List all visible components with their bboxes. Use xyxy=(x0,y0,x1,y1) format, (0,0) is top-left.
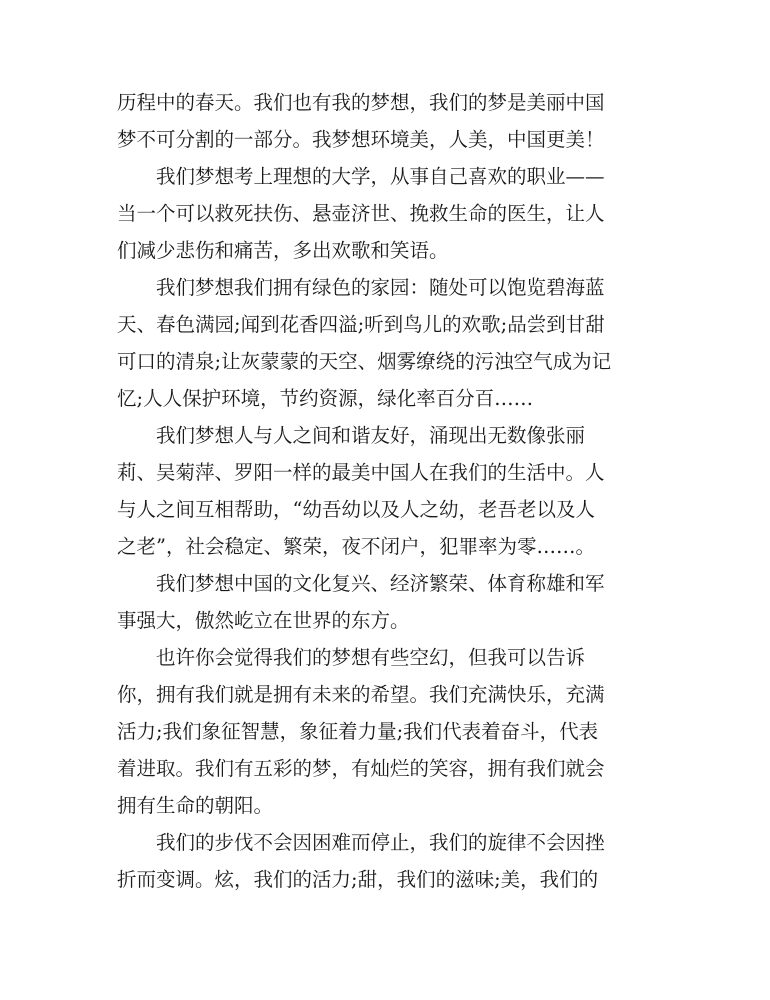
text-line: 可口的清泉;让灰蒙蒙的天空、烟雾缭绕的污浊空气成为记 xyxy=(117,350,612,373)
text-line: 天、春色满园;闻到花香四溢;听到鸟儿的欢歌;品尝到甘甜 xyxy=(117,313,605,336)
text-line: 拥有生命的朝阳。 xyxy=(117,794,274,817)
text-line: 也许你会觉得我们的梦想有些空幻，但我可以告诉 xyxy=(156,646,586,669)
text-line: 与人之间互相帮助，“幼吾幼以及人之幼，老吾老以及人 xyxy=(117,498,595,521)
text-line: 我们梦想考上理想的大学，从事自己喜欢的职业—— xyxy=(156,165,605,188)
text-line: 当一个可以救死扶伤、悬壶济世、挽救生命的医生，让人 xyxy=(117,202,605,225)
text-line: 们减少悲伤和痛苦，多出欢歌和笑语。 xyxy=(117,239,449,262)
text-line: 忆;人人保护环境，节约资源，绿化率百分百…… xyxy=(117,387,534,410)
text-line: 莉、吴菊萍、罗阳一样的最美中国人在我们的生活中。人 xyxy=(117,461,605,484)
text-line: 我们梦想人与人之间和谐友好，涌现出无数像张丽 xyxy=(156,424,586,447)
text-line: 我们的步伐不会因困难而停止，我们的旋律不会因挫 xyxy=(156,831,605,854)
text-line: 历程中的春天。我们也有我的梦想，我们的梦是美丽中国 xyxy=(117,91,605,114)
document-body xyxy=(117,84,657,898)
text-line: 我们梦想中国的文化复兴、经济繁荣、体育称雄和军 xyxy=(156,572,605,595)
text-line: 活力;我们象征智慧，象征着力量;我们代表着奋斗，代表 xyxy=(117,720,599,743)
text-line: 折而变调。炫，我们的活力;甜，我们的滋味;美，我们的 xyxy=(117,868,599,891)
text-line: 梦不可分割的一部分。我梦想环境美，人美，中国更美！ xyxy=(117,128,605,151)
text-line: 事强大，傲然屹立在世界的东方。 xyxy=(117,609,410,632)
text-line: 之老”，社会稳定、繁荣，夜不闭户，犯罪率为零……。 xyxy=(117,535,595,558)
text-line: 我们梦想我们拥有绿色的家园：随处可以饱览碧海蓝 xyxy=(156,276,605,299)
text-line: 着进取。我们有五彩的梦，有灿烂的笑容，拥有我们就会 xyxy=(117,757,605,780)
text-line: 你，拥有我们就是拥有未来的希望。我们充满快乐，充满 xyxy=(117,683,605,706)
